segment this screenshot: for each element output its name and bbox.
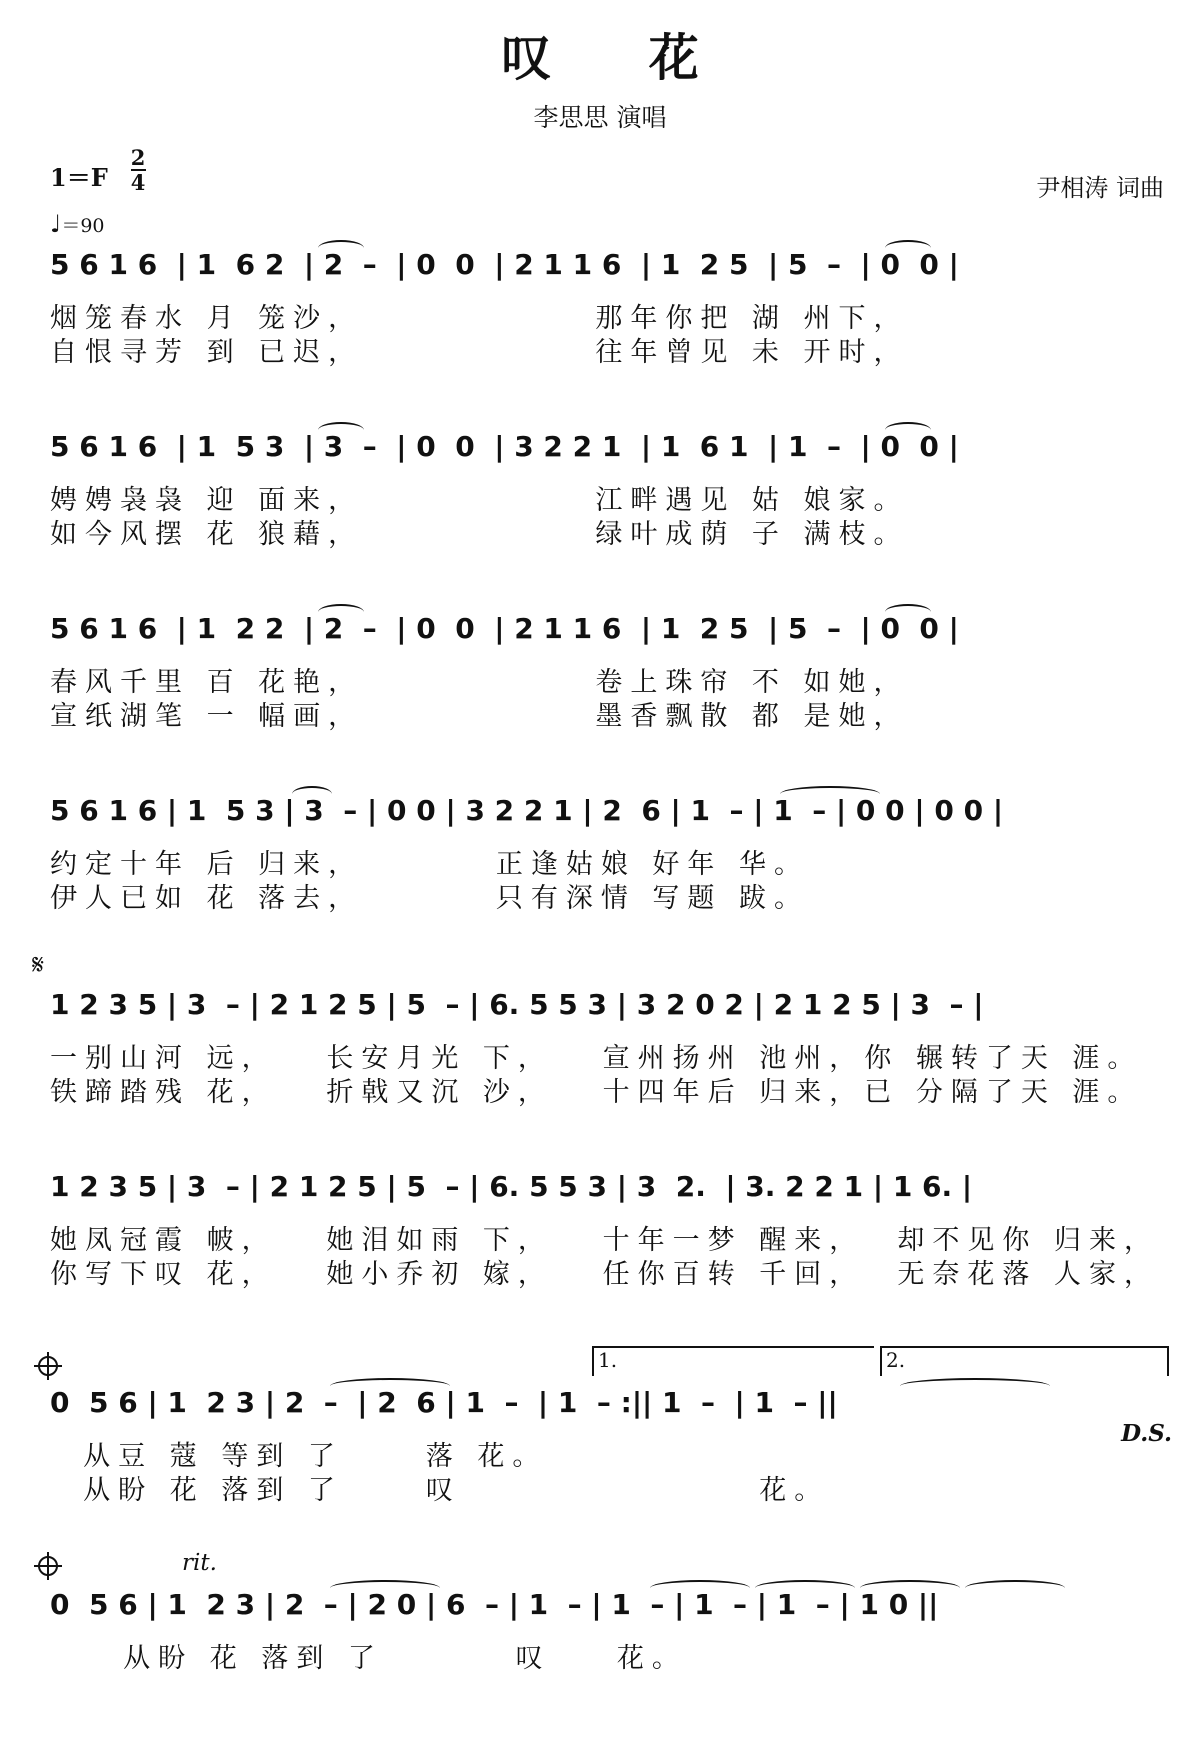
notation-line: 5 6 1 6 | 1 2 2 | 2 – | 0 0 | 2 1 1 6 | 1 2 5 | 5 – | 0 0 |: [50, 612, 959, 645]
lyric-verse-1: 一别山河 远， 长安月光 下， 宣州扬州 池州，你 辗转了天 涯。: [50, 1043, 1143, 1074]
lyric-verse-1: 烟笼春水 月 笼沙， 那年你把 湖 州下，: [50, 303, 909, 334]
tie-arc: [330, 1580, 440, 1596]
notation-line: 1 2 3 5 | 3 – | 2 1 2 5 | 5 – | 6. 5 5 3 | 3 2. | 3. 2 2 1 | 1 6. |: [50, 1170, 973, 1203]
lyric-verse-2: 如今风摆 花 狼藉， 绿叶成荫 子 满枝。: [50, 519, 909, 550]
lyric-verse-2: 铁蹄踏残 花， 折戟又沉 沙， 十四年后 归来，已 分隔了天 涯。: [50, 1077, 1143, 1108]
time-signature-bottom: 4: [130, 170, 146, 195]
notation-line: 5 6 1 6 | 1 5 3 | 3 – | 0 0 | 3 2 2 1 | 1 6 1 | 1 – | 0 0 |: [50, 430, 959, 463]
coda-sign-icon: [38, 1556, 58, 1576]
key-signature: 1＝F: [50, 163, 108, 192]
lyric-verse-1: 娉娉袅袅 迎 面来， 江畔遇见 姑 娘家。: [50, 485, 909, 516]
first-ending-bracket: [592, 1346, 874, 1376]
segno-sign: 𝄋: [32, 948, 45, 981]
tie-arc: [900, 1378, 1050, 1394]
notation-line: 0 5 6 | 1 2 3 | 2 – | 2 0 | 6 – | 1 – | 1 – | 1 – | 1 – | 1 0 ||: [50, 1588, 939, 1621]
tie-arc: [318, 604, 364, 620]
tie-arc: [330, 1378, 450, 1394]
tie-arc: [318, 422, 364, 438]
tie-arc: [780, 786, 880, 802]
tie-arc: [885, 240, 931, 256]
second-ending-bracket: [880, 1346, 1169, 1376]
lyric-verse-1: 她凤冠霞 帔， 她泪如雨 下， 十年一梦 醒来， 却不见你 归来，: [50, 1225, 1159, 1256]
notation-line: 0 5 6 | 1 2 3 | 2 – | 2 6 | 1 – | 1 – :|| 1 – | 1 – ||: [50, 1386, 838, 1419]
tie-arc: [755, 1580, 855, 1596]
lyric-verse-1: 从盼 花 落到 了 叹 花。: [90, 1643, 687, 1674]
lyric-verse-2: 从盼 花 落到 了 叹 花。: [50, 1475, 830, 1506]
second-ending-label: 2.: [886, 1348, 906, 1372]
tempo-value: ＝90: [61, 215, 105, 237]
quarter-note-icon: ♩: [50, 210, 62, 238]
time-signature-top: 2: [130, 145, 146, 170]
lyric-verse-2: 自恨寻芳 到 已迟， 往年曾见 未 开时，: [50, 337, 909, 368]
lyric-verse-1: 从豆 蔻 等到 了 落 花。: [50, 1441, 548, 1472]
ritardando-mark: rit.: [182, 1550, 217, 1576]
tie-arc: [860, 1580, 960, 1596]
tie-arc: [292, 786, 332, 802]
time-signature: [128, 146, 148, 194]
lyric-verse-2: 宣纸湖笔 一 幅画， 墨香飘散 都 是她，: [50, 701, 909, 732]
first-ending-label: 1.: [598, 1348, 618, 1372]
tempo-marking: [50, 210, 105, 238]
lyric-verse-1: 春风千里 百 花艳， 卷上珠帘 不 如她，: [50, 667, 909, 698]
notation-line: 1 2 3 5 | 3 – | 2 1 2 5 | 5 – | 6. 5 5 3 | 3 2 0 2 | 2 1 2 5 | 3 – |: [50, 988, 984, 1021]
lyric-verse-2: 你写下叹 花， 她小乔初 嫁， 任你百转 千回， 无奈花落 人家，: [50, 1259, 1159, 1290]
tie-arc: [965, 1580, 1065, 1596]
song-title: 叹 花: [501, 28, 739, 87]
lyric-verse-1: 约定十年 后 归来， 正逢姑娘 好年 华。: [50, 849, 809, 880]
tie-arc: [885, 422, 931, 438]
notation-line: 5 6 1 6 | 1 6 2 | 2 – | 0 0 | 2 1 1 6 | 1 2 5 | 5 – | 0 0 |: [50, 248, 959, 281]
composer-credit: 尹相涛 词曲: [1036, 174, 1164, 202]
coda-sign-icon: [38, 1356, 58, 1376]
performer-credit: 李思思 演唱: [533, 103, 667, 132]
dal-segno-mark: D.S.: [1121, 1420, 1172, 1447]
tie-arc: [318, 240, 364, 256]
tie-arc: [885, 604, 931, 620]
notation-line: 5 6 1 6 | 1 5 3 | 3 – | 0 0 | 3 2 2 1 | 2 6 | 1 – | 1 – | 0 0 | 0 0 |: [50, 794, 1004, 827]
lyric-verse-2: 伊人已如 花 落去， 只有深情 写题 跋。: [50, 883, 809, 914]
tie-arc: [650, 1580, 750, 1596]
